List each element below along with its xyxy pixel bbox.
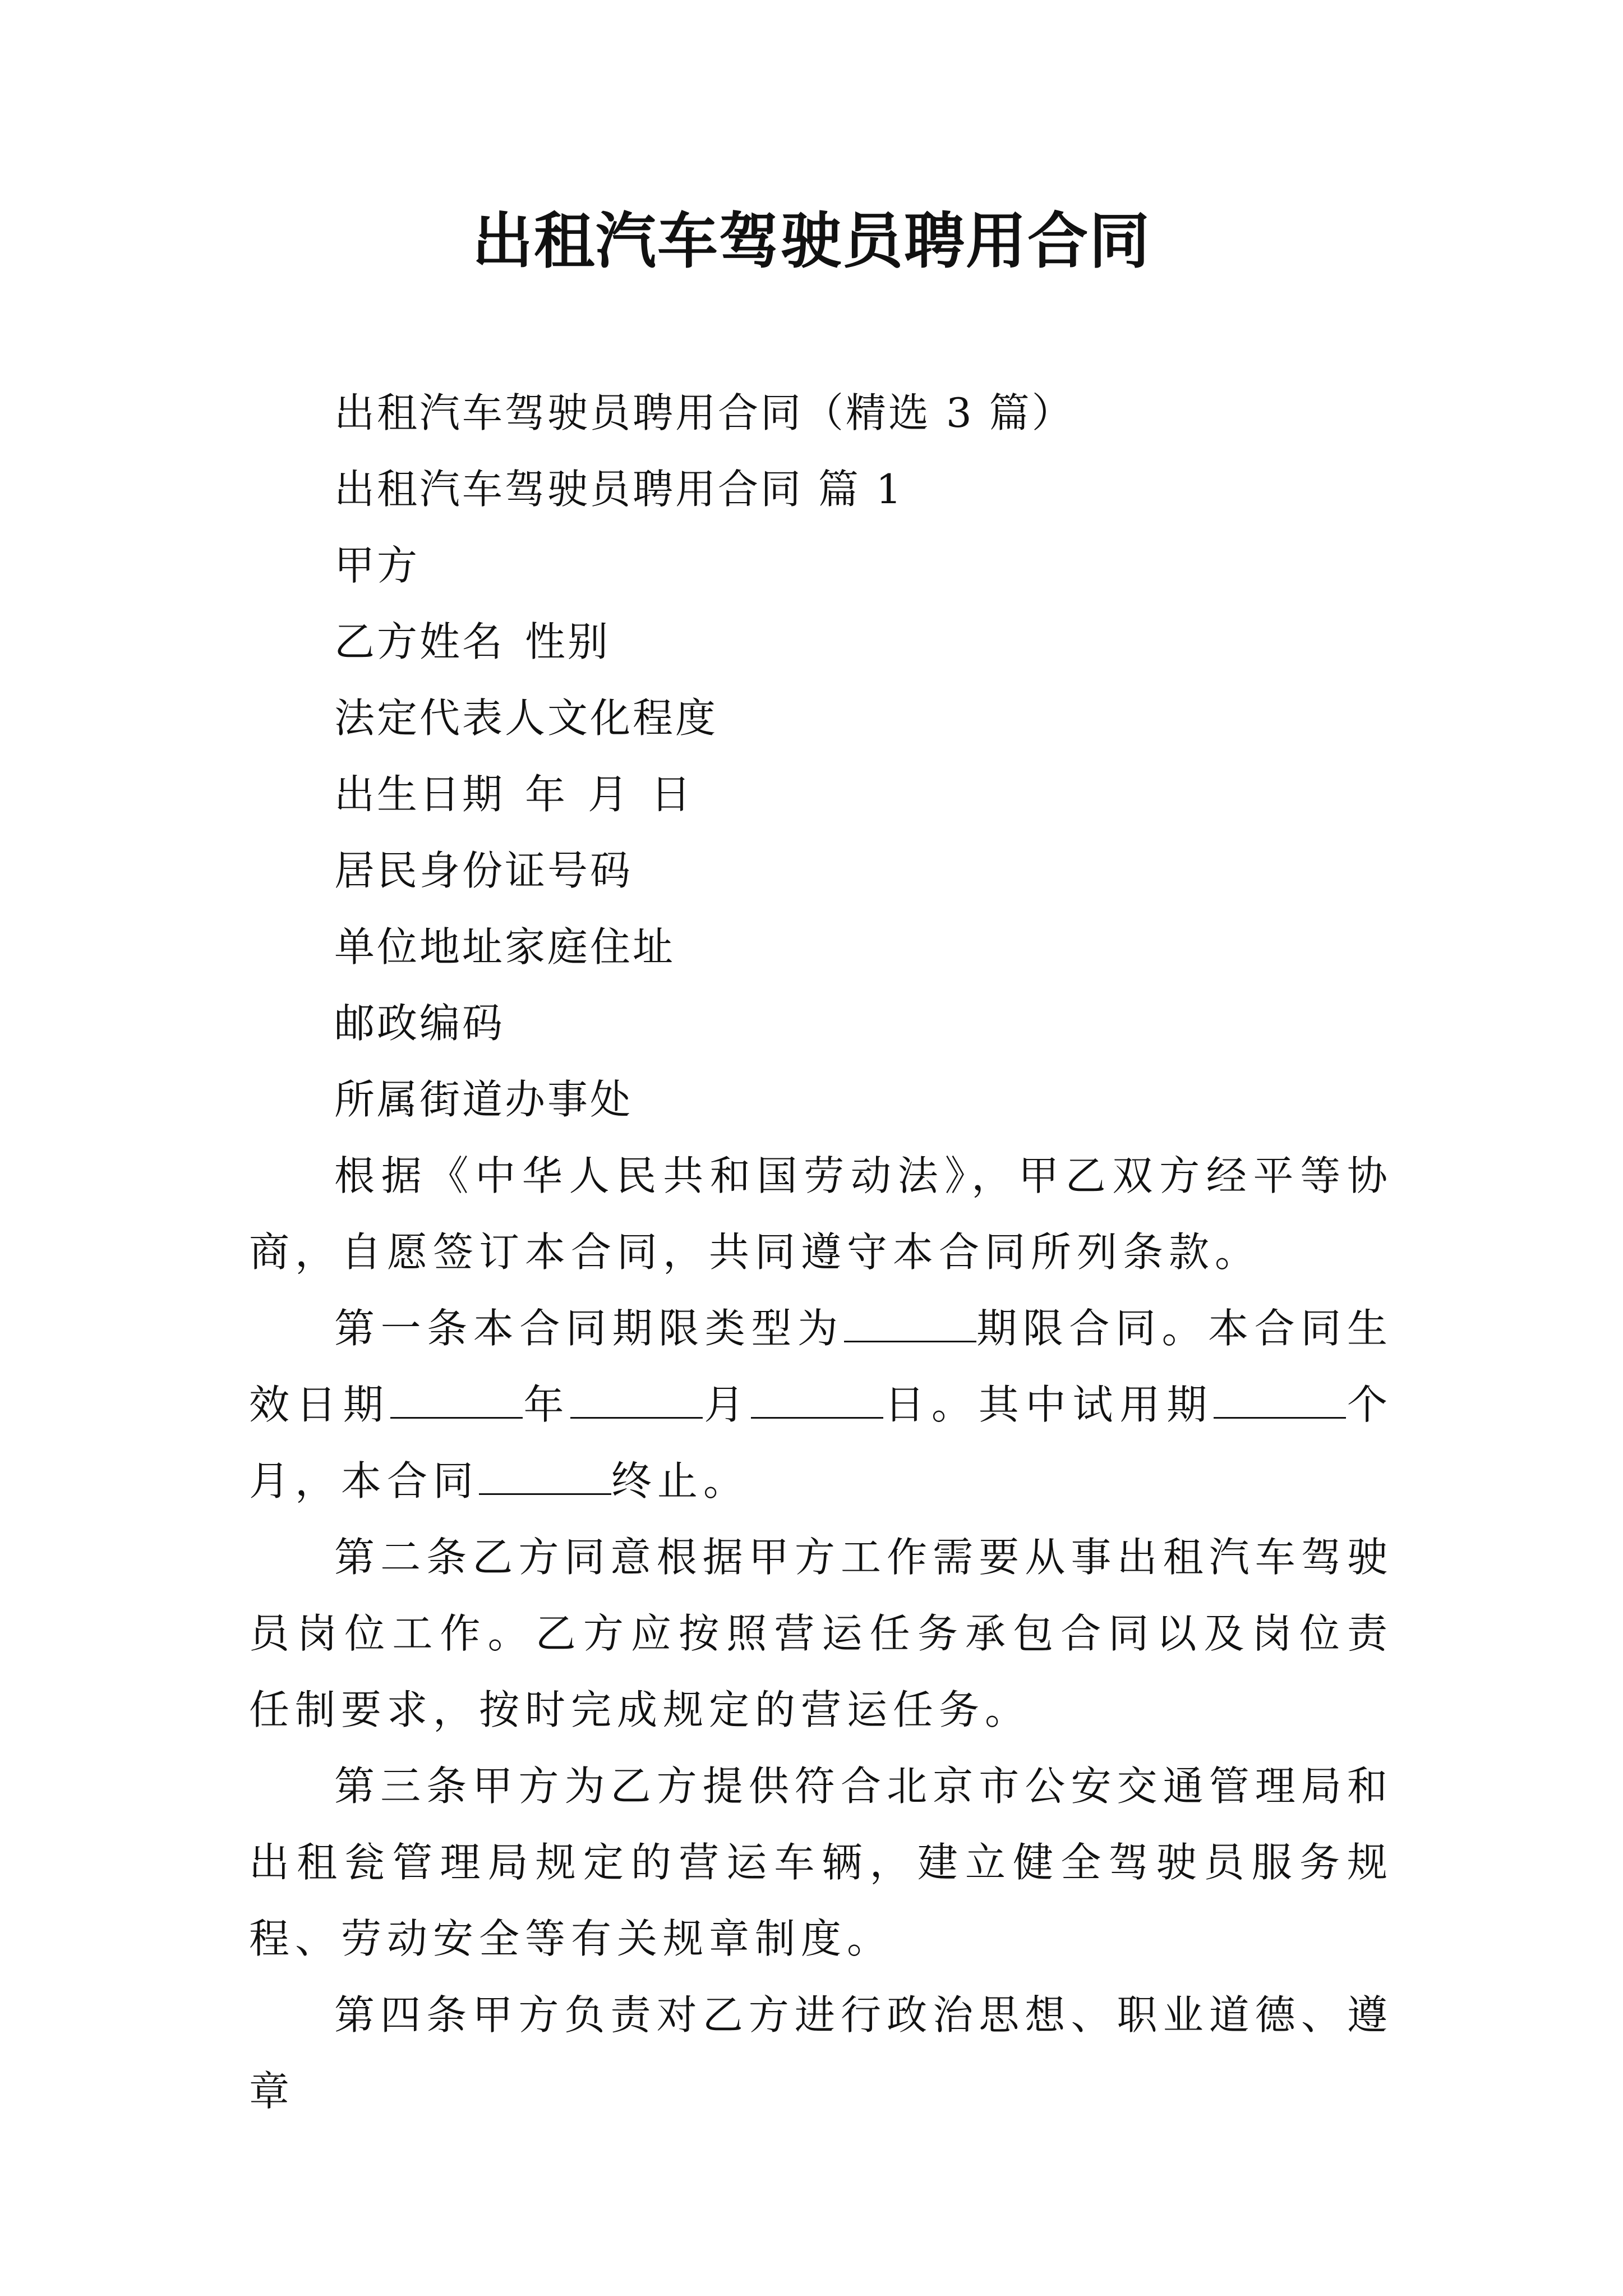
party-b-name-label: 乙方姓名 bbox=[334, 618, 505, 665]
document-title: 出租汽车驾驶员聘用合同 bbox=[472, 206, 1151, 277]
birth-date-field bbox=[249, 756, 1393, 832]
section-heading: 出租汽车驾驶员聘用合同 篇 1 bbox=[334, 466, 904, 513]
article-4-paragraph: 第四条甲方负责对乙方进行政治思想、职业道德、遵章 bbox=[249, 1991, 1393, 2115]
address-field: 单位地址家庭住址 bbox=[334, 923, 676, 970]
blank-line bbox=[479, 1461, 611, 1495]
sub-district-field: 所属街道办事处 bbox=[334, 1076, 633, 1123]
article-1-text: 个月，本合同 bbox=[249, 1381, 1393, 1504]
article-1-text: 终止。 bbox=[611, 1457, 750, 1504]
year-label: 年 bbox=[525, 771, 568, 818]
article-1-text: 月 bbox=[703, 1381, 751, 1428]
article-2-paragraph: 第二条乙方同意根据甲方工作需要从事出租汽车驾驶员岗位工作。乙方应按照营运任务承包合同以及岗位责任制要求，按时完成规定的营运任务。 bbox=[249, 1534, 1393, 1733]
day-label: 日 bbox=[651, 771, 694, 818]
subtitle-line: 出租汽车驾驶员聘用合同（精选 3 篇） bbox=[334, 389, 1075, 436]
article-1-text: 年 bbox=[522, 1381, 571, 1428]
blank-line bbox=[570, 1384, 703, 1419]
preamble-paragraph: 根据《中华人民共和国劳动法》，甲乙双方经平等协商，自愿签订本合同，共同遵守本合同所列条款。 bbox=[249, 1152, 1393, 1276]
blank-line bbox=[751, 1384, 883, 1419]
article-3-paragraph: 第三条甲方为乙方提供符合北京市公安交通管理局和出租瓮管理局规定的营运车辆，建立健全驾驶员服务规程、劳动安全等有关规章制度。 bbox=[249, 1763, 1393, 1962]
party-b-name-field bbox=[249, 604, 1393, 680]
id-number-field: 居民身份证号码 bbox=[334, 847, 633, 894]
blank-line bbox=[844, 1308, 976, 1342]
document-body bbox=[249, 375, 1393, 2129]
article-1-paragraph bbox=[249, 1290, 1393, 1519]
party-a-field: 甲方 bbox=[334, 542, 420, 589]
gender-label: 性别 bbox=[525, 618, 611, 665]
legal-rep-field: 法定代表人文化程度 bbox=[334, 694, 718, 742]
article-1-text: 期限合同。本合同生效日期 bbox=[249, 1305, 1393, 1428]
blank-line bbox=[1214, 1384, 1346, 1419]
month-label: 月 bbox=[588, 771, 631, 818]
postal-code-field: 邮政编码 bbox=[334, 1000, 505, 1047]
article-1-text: 日。其中试用期 bbox=[883, 1381, 1214, 1428]
birth-date-label: 出生日期 bbox=[334, 771, 505, 818]
article-1-text: 第一条本合同期限类型为 bbox=[334, 1305, 844, 1352]
blank-line bbox=[390, 1384, 523, 1419]
